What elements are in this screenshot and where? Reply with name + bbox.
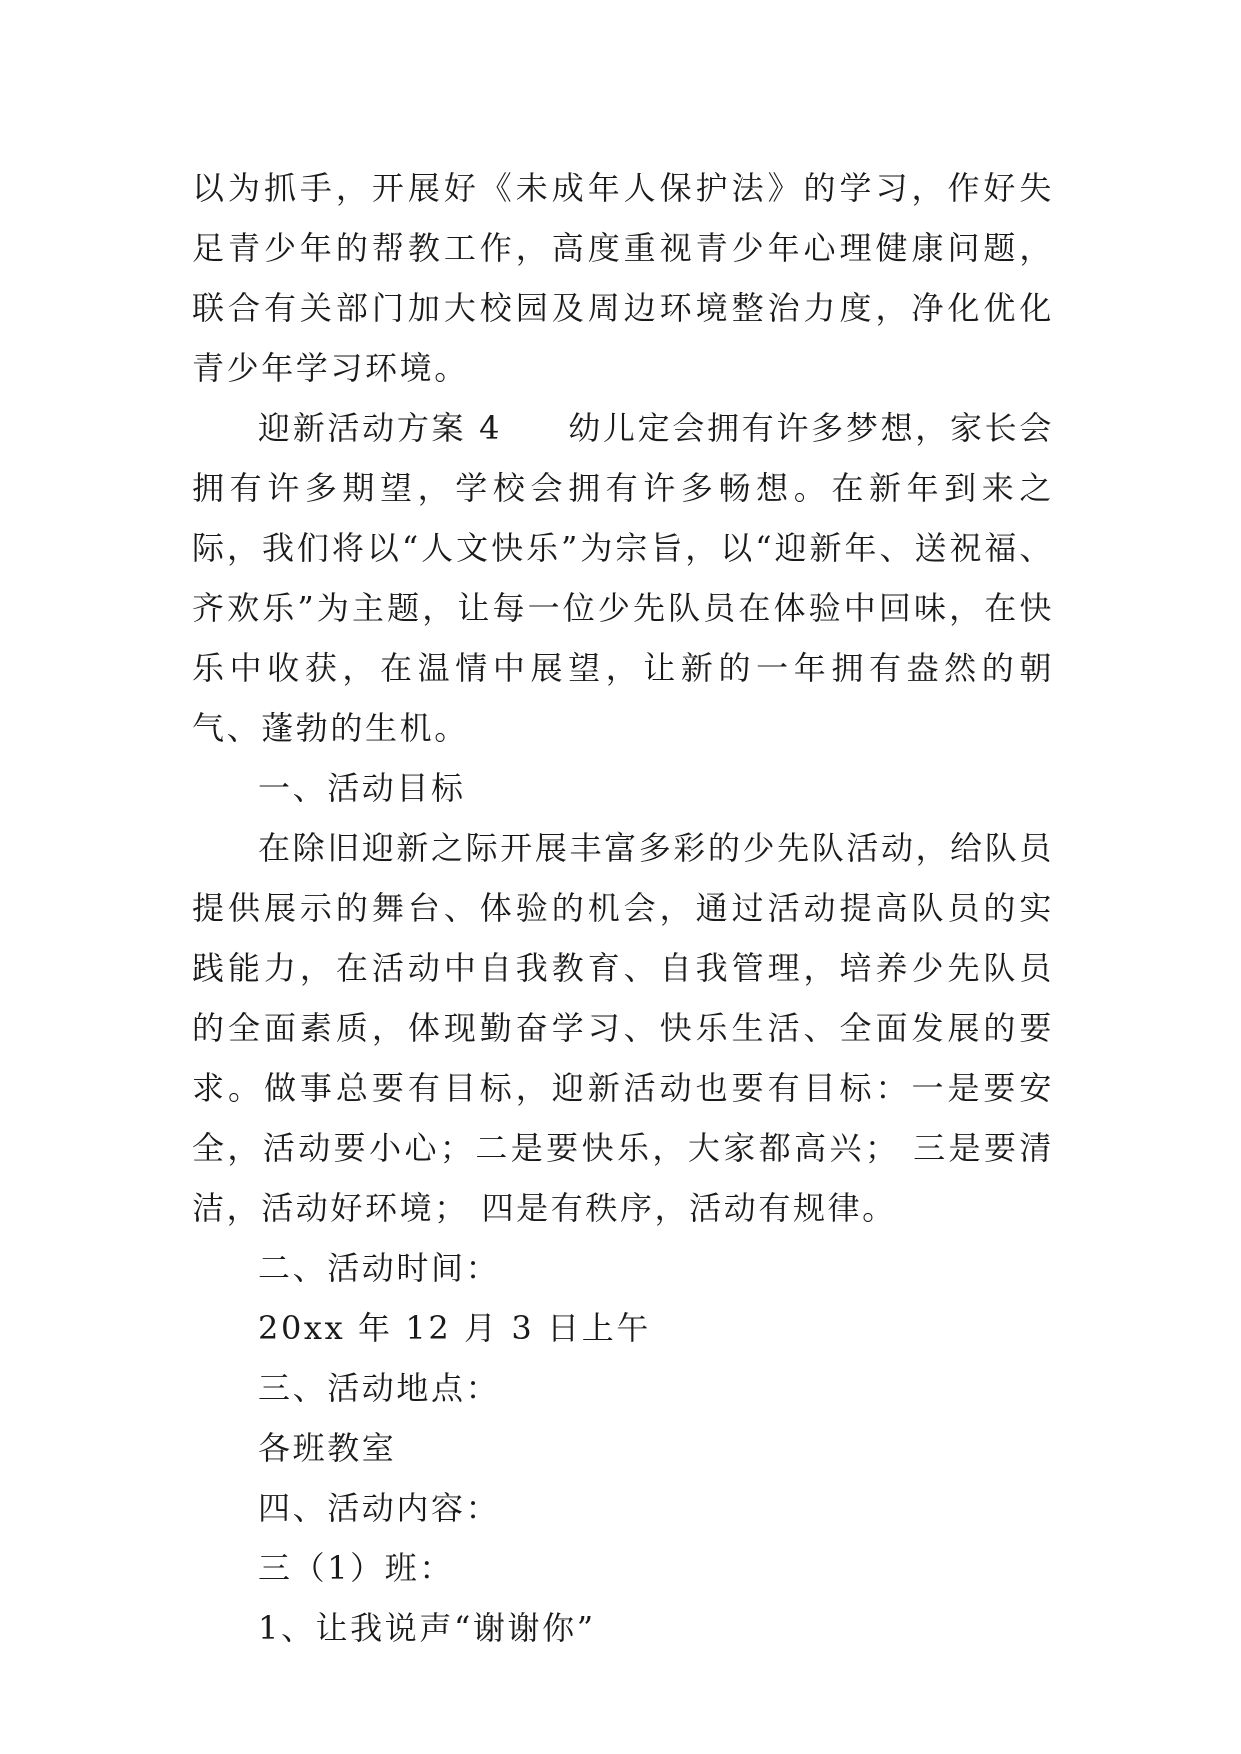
paragraph-activity-goal: 在除旧迎新之际开展丰富多彩的少先队活动，给队员提供展示的舞台、体验的机会，通过活动提高队员的实践能力，在活动中自我教育、自我管理，培养少先队员的全面素质，体现勤奋学习、快乐生活、全面发展的要求。做事总要有目标，迎新活动也要有目标：一是要安全，活动要小心；二是要快乐，大家都高兴； 三是要清洁，活动好环境； 四是有秩序，活动有规律。 bbox=[192, 829, 1054, 1227]
document-body bbox=[192, 158, 1054, 1658]
heading-activity-content: 四、活动内容： bbox=[258, 1489, 501, 1527]
paragraph-plan-4 bbox=[192, 398, 1054, 758]
activity-location-value: 各班教室 bbox=[258, 1429, 397, 1467]
paragraph-intro: 以为抓手，开展好《未成年人保护法》的学习，作好失足青少年的帮教工作，高度重视青少年心理健康问题，联合有关部门加大校园及周边环境整治力度，净化优化青少年学习环境。 bbox=[192, 169, 1054, 387]
heading-activity-goal: 一、活动目标 bbox=[258, 769, 466, 807]
heading-activity-time: 二、活动时间： bbox=[258, 1249, 501, 1287]
class-label: 三（1）班： bbox=[258, 1549, 454, 1587]
heading-activity-location: 三、活动地点： bbox=[258, 1369, 501, 1407]
activity-item-1: 1、让我说声“谢谢你” bbox=[258, 1609, 596, 1647]
section-heading-plan-4: 迎新活动方案 4 bbox=[258, 409, 503, 447]
plan-4-body: 幼儿定会拥有许多梦想，家长会拥有许多期望，学校会拥有许多畅想。在新年到来之际，我们将以“人文快乐”为宗旨，以“迎新年、送祝福、齐欢乐”为主题，让每一位少先队员在体验中回味，在快乐中收获，在温情中展望，让新的一年拥有盎然的朝气、蓬勃的生机。 bbox=[192, 409, 1054, 747]
activity-time-value: 20xx 年 12 月 3 日上午 bbox=[258, 1309, 651, 1347]
